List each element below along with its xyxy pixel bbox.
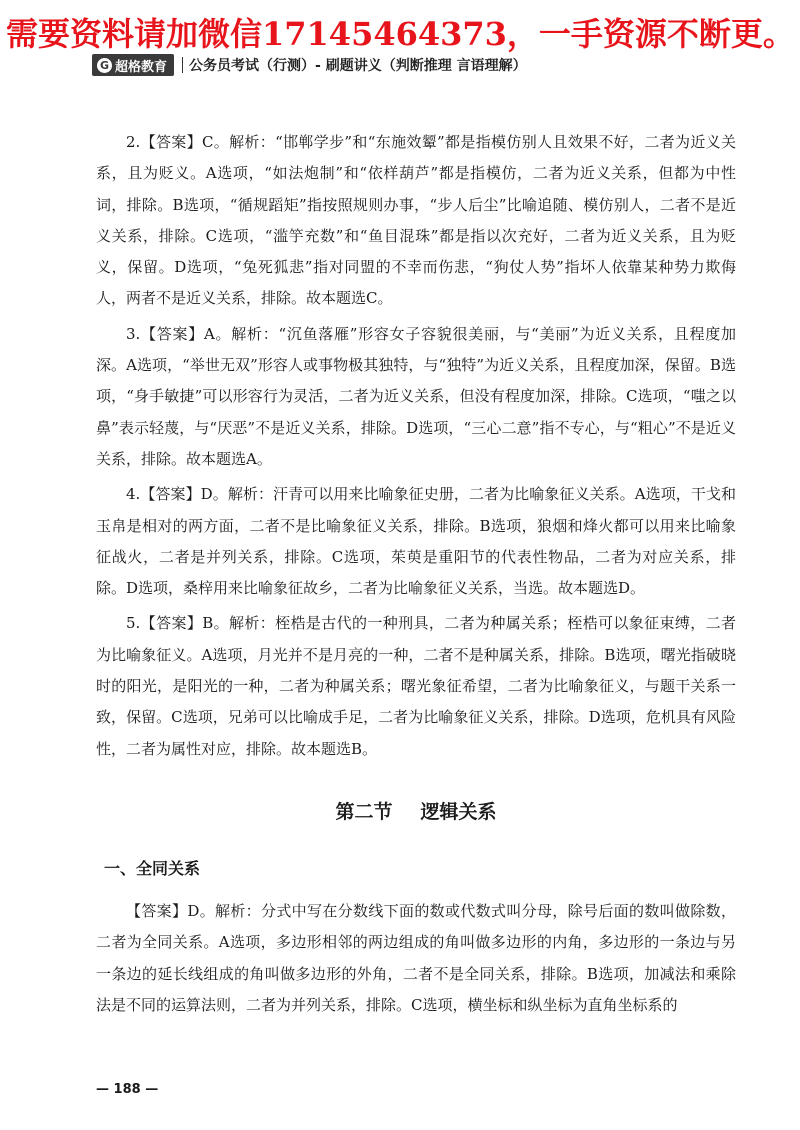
page-header xyxy=(92,54,527,76)
page-number: — 188 — xyxy=(96,1082,159,1097)
page-body xyxy=(96,127,736,1025)
answer-explanation-4: 4.【答案】D。解析：汗青可以用来比喻象征史册，二者为比喻象征义关系。A选项，干戈和玉帛是相对的两方面，二者不是比喻象征义关系，排除。B选项，狼烟和烽火都可以用来比喻象征战火，二者是并列关系，排除。C选项，茱萸是重阳节的代表性物品，二者为对应关系，排除。D选项，桑梓用来比喻象征故乡，二者为比喻象征义关系，当选。故本题选D。 xyxy=(96,485,736,598)
answer-explanation-2: 2.【答案】C。解析：“邯郸学步”和“东施效颦”都是指模仿别人且效果不好，二者为近义关系，且为贬义。A选项，“如法炮制”和“依样葫芦”都是指模仿，二者为近义关系，但都为中性词，排除。B选项，“循规蹈矩”指按照规则办事，“步人后尘”比喻追随、模仿别人，二者不是近义关系，排除。C选项，“滥竽充数”和“鱼目混珠”都是指以次充好，二者为近义关系，且为贬义，保留。D选项，“兔死狐悲”指对同盟的不幸而伤悲，“狗仗人势”指坏人依靠某种势力欺侮人，两者不是近义关系，排除。故本题选C。 xyxy=(96,133,736,308)
publisher-logo xyxy=(92,54,174,76)
answer-explanation-5: 5.【答案】B。解析：桎梏是古代的一种刑具，二者为种属关系；桎梏可以象征束缚，二者为比喻象征义。A选项，月光并不是月亮的一种，二者不是种属关系，排除。B选项，曙光指破晓时的阳光，是阳光的一种，二者为种属关系；曙光象征希望，二者为比喻象征义，与题干关系一致，保留。C选项，兄弟可以比喻成手足，二者为比喻象征义关系，排除。D选项，危机具有风险性，二者为属性对应，排除。故本题选B。 xyxy=(96,614,736,758)
section-heading xyxy=(96,797,736,824)
header-divider xyxy=(182,57,183,73)
section-name: 逻辑关系 xyxy=(420,800,497,823)
logo-text: 超格教育 xyxy=(115,59,168,75)
logo-icon: G xyxy=(97,58,112,73)
answer-explanation-1: 【答案】D。解析：分式中写在分数线下面的数或代数式叫分母，除号后面的数叫做除数，二者为全同关系。A选项，多边形相邻的两边组成的角叫做多边形的内角，多边形的一条边与另一条边的延长线组成的角叫做多边形的外角，二者不是全同关系，排除。B选项，加减法和乘除法是不同的运算法则，二者为并列关系，排除。C选项，横坐标和纵坐标为直角坐标系的 xyxy=(96,901,736,1014)
section-number: 第二节 xyxy=(335,800,393,823)
watermark-banner: 需要资料请加微信17145464373，一手资源不断更。 xyxy=(6,15,795,53)
subsection-heading: 一、全同关系 xyxy=(104,858,201,878)
answer-explanation-3: 3.【答案】A。解析：“沉鱼落雁”形容女子容貌很美丽，与“美丽”为近义关系，且程度加深。A选项，“举世无双”形容人或事物极其独特，与“独特”为近义关系，且程度加深，保留。B选项，“身手敏捷”可以形容行为灵活，二者为近义关系，但没有程度加深，排除。C选项，“嗤之以鼻”表示轻蔑，与“厌恶”不是近义关系，排除。D选项，“三心二意”指不专心，与“粗心”不是近义关系，排除。故本题选A。 xyxy=(96,324,736,468)
book-title: 公务员考试（行测）- 刷题讲义（判断推理 言语理解） xyxy=(189,58,527,74)
